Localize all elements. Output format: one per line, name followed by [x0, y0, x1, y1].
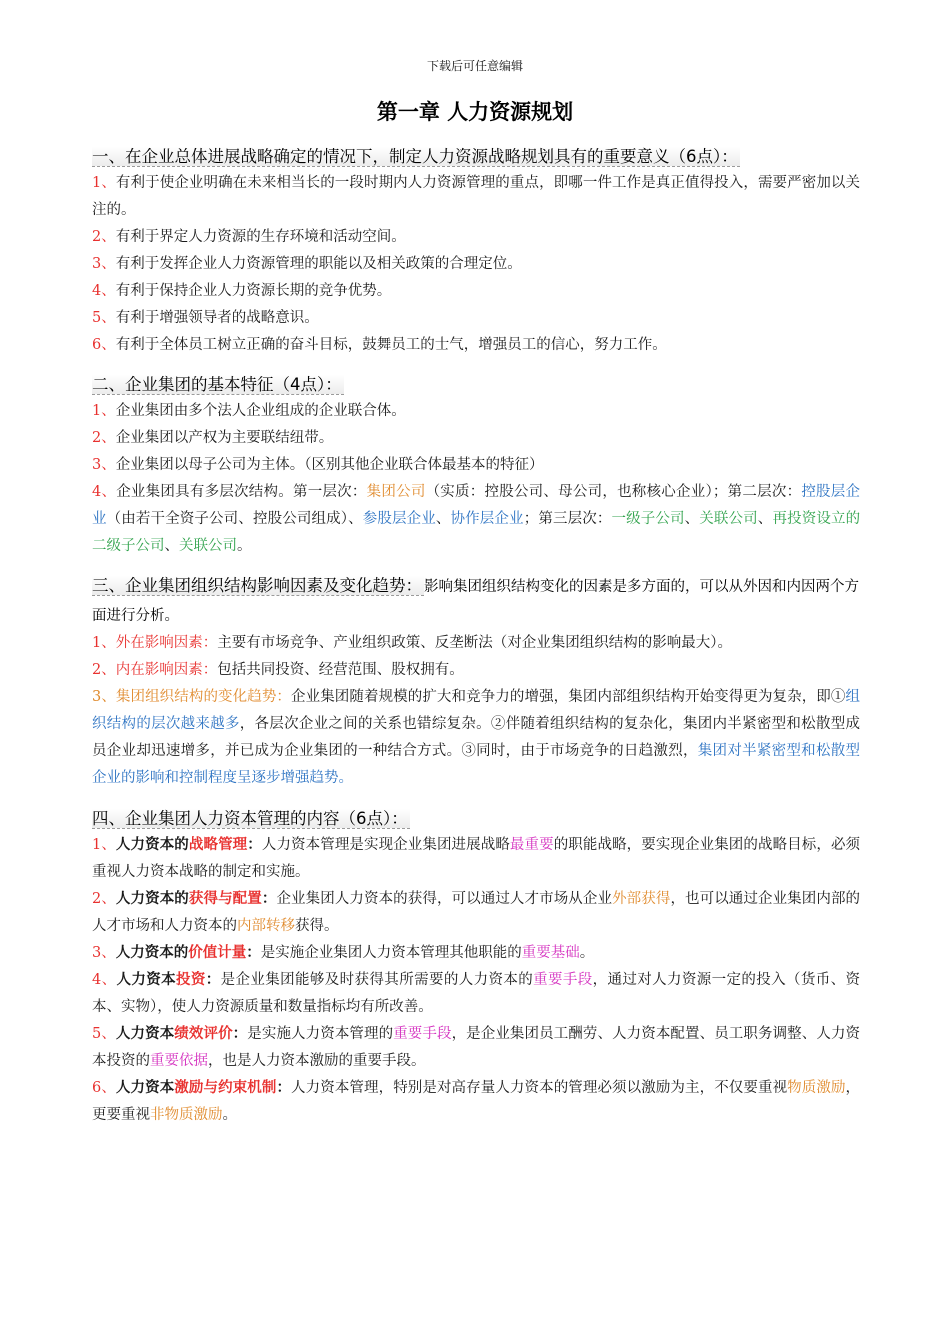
- list-item: 4、企业集团具有多层次结构。第一层次：集团公司（实质：控股公司、母公司，也称核心企业）；第二层次：控股层企业（由若干全资子公司、控股公司组成）、参股层企业、协作层企业；第三层次：一级子公司、关联公司、再投资设立的二级子公司、关联公司。: [92, 484, 861, 554]
- list-item: 4、人力资本投资：是企业集团能够及时获得其所需要的人力资本的重要手段，通过对人力资源一定的投入（货币、资本、实物），使人力资源质量和数量指标均有所改善。: [92, 972, 861, 1015]
- section-2-heading: 二、企业集团的基本特征（4点）：: [92, 375, 342, 394]
- list-item: 1、外在影响因素：主要有市场竞争、产业组织政策、反垄断法（对企业集团组织结构的影响最大）。: [92, 635, 732, 651]
- list-item: 1、人力资本的战略管理：人力资本管理是实现企业集团进展战略最重要的职能战略，要实现企业集团的战略目标，必须重视人力资本战略的制定和实施。: [92, 837, 861, 880]
- list-item: 6、有利于全体员工树立正确的奋斗目标，鼓舞员工的士气，增强员工的信心，努力工作。: [92, 337, 667, 353]
- section-3-heading: 三、企业集团组织结构影响因素及变化趋势： 影响集团组织结构变化的因素是多方面的，可以从外因和内因两个方面进行分析。: [92, 576, 859, 624]
- page-title: 第一章 人力资源规划: [376, 100, 574, 124]
- list-item: 1、有利于使企业明确在未来相当长的一段时期内人力资源管理的重点，即哪一件工作是真正值得投入，需要严密加以关注的。: [92, 175, 860, 218]
- list-item: 2、内在影响因素：包括共同投资、经营范围、股权拥有。: [92, 662, 464, 678]
- document-body: [92, 143, 860, 1129]
- list-item: 2、企业集团以产权为主要联结纽带。: [92, 430, 334, 446]
- list-item: 3、集团组织结构的变化趋势：企业集团随着规模的扩大和竞争力的增强，集团内部组织结构开始变得更为复杂，即①组织结构的层次越来越多，各层次企业之间的关系也错综复杂。②伴随着组织结构的复杂化，集团内半紧密型和松散型成员企业却迅速增多，并已成为企业集团的一种结合方式。③同时，由于市场竞争的日趋激烈，集团对半紧密型和松散型企业的影响和控制程度呈逐步增强趋势。: [92, 689, 861, 786]
- list-item: 2、有利于界定人力资源的生存环境和活动空间。: [92, 229, 406, 245]
- download-note: 下载后可任意编辑: [426, 59, 523, 73]
- section-4-heading: 四、企业集团人力资本管理的内容（6点）：: [92, 809, 408, 828]
- list-item: 3、有利于发挥企业人力资源管理的职能以及相关政策的合理定位。: [92, 256, 522, 272]
- list-item: 3、人力资本的价值计量：是实施企业集团人力资本管理其他职能的重要基础。: [92, 945, 595, 961]
- list-item: 6、人力资本激励与约束机制：人力资本管理，特别是对高存量人力资本的管理必须以激励为主，不仅要重视物质激励，更要重视非物质激励。: [92, 1080, 861, 1123]
- list-item: 5、有利于增强领导者的战略意识。: [92, 310, 319, 326]
- list-item: 3、企业集团以母子公司为主体。（区别其他企业联合体最基本的特征）: [92, 457, 544, 473]
- section-4: [92, 805, 860, 1129]
- list-item: 2、人力资本的获得与配置：企业集团人力资本的获得，可以通过人才市场从企业外部获得，也可以通过企业集团内部的人才市场和人力资本的内部转移获得。: [92, 891, 861, 934]
- list-item: 1、企业集团由多个法人企业组成的企业联合体。: [92, 403, 406, 419]
- list-item: 5、人力资本绩效评价：是实施人力资本管理的重要手段，是企业集团员工酬劳、人力资本配置、员工职务调整、人力资本投资的重要依据，也是人力资本激励的重要手段。: [92, 1026, 861, 1069]
- section-1: [92, 143, 860, 359]
- section-1-heading: 一、在企业总体进展战略确定的情况下，制定人力资源战略规划具有的重要意义（6点）：: [92, 147, 738, 166]
- list-item: 4、有利于保持企业人力资源长期的竞争优势。: [92, 283, 392, 299]
- section-2: [92, 371, 860, 560]
- section-3: [92, 572, 860, 792]
